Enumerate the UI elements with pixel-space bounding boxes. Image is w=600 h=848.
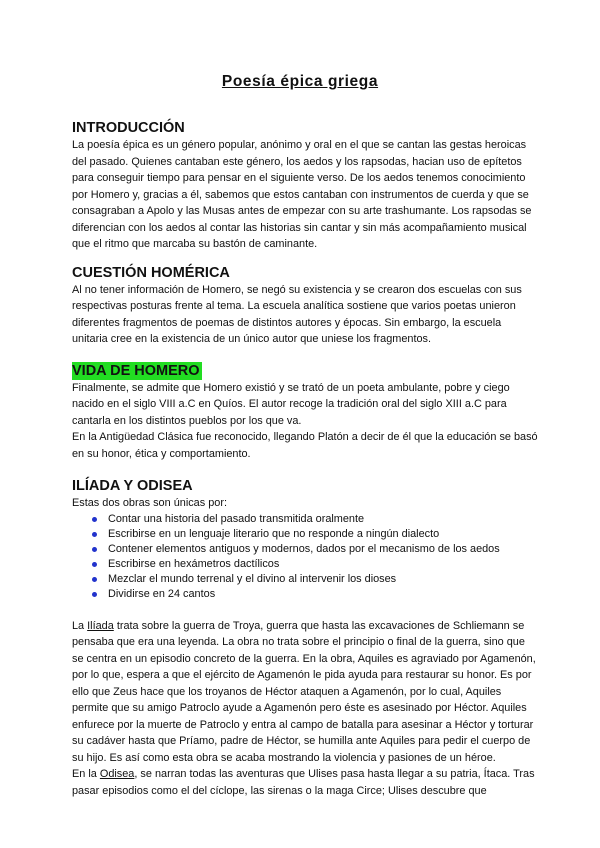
bullet-icon bbox=[92, 517, 97, 522]
list-item: Escribirse en hexámetros dactílicos bbox=[92, 557, 538, 572]
heading-introduccion: INTRODUCCIÓN bbox=[72, 120, 185, 136]
paragraph-introduccion: La poesía épica es un género popular, anónimo y oral en el que se cantan las gestas heroicas del pasado. Quienes cantaban este género, los aedos y los rapsodas, hacian uso de epítetos para conseguir tiempo para pensar en el siguiente verso. De los aedos tenemos conocimiento por Homero y, gracias a él, sabemos que estos cantaban con instrumentos de cuerda y que se consagraban a Apolo y las Musas antes de empezar con su arte trashumante. Los rapsodas se diferencian con los aedos al contar las historias sin cantar y sin más acompañamiento musical que el ritmo que marcaba su bastón de caminante. bbox=[72, 139, 532, 250]
odisea-underlined-title: Odisea bbox=[99, 768, 135, 780]
iliada-underlined-title: Ilíada bbox=[87, 619, 114, 632]
paragraph-odisea: En la Odisea, se narran todas las aventuras que Ulises pasa hasta llegar a su patria, Ítaca. Tras pasar episodios como el del cíclope, las sirenas o la maga Circe; Ulises descubre que bbox=[72, 768, 535, 797]
feature-list bbox=[72, 512, 538, 602]
bullet-icon bbox=[92, 577, 97, 582]
bullet-icon bbox=[92, 592, 97, 597]
page-title: Poesía épica griega bbox=[221, 73, 379, 90]
paragraph-vida-2: En la Antigüedad Clásica fue reconocido, llegando Platón a decir de él que la educación se basó en su honor, ética y comportamiento. bbox=[72, 431, 538, 460]
highlighted-heading-text: VIDA DE HOMERO bbox=[72, 362, 200, 379]
list-item: Dividirse en 24 cantos bbox=[92, 587, 538, 602]
paragraph-iliada: La Ilíada trata sobre la guerra de Troya, guerra que hasta las excavaciones de Schliemann se pensaba que era una leyenda. La obra no trata sobre el principio o final de la guerra, sino que se centra en un episodio concreto de la guerra. En la obra, Aquiles es agraviado por Agamenón, por lo que, espera a que el ejército de Agamenón le pida ayuda para restaurar su honor. Es por ello que Zeus hace que los troyanos de Héctor ataquen a Agamenón, por lo cual, Aquiles permite que su amigo Patroclo ayude a Agamenón pero éste es asesinado por Héctor. Aquiles enfurece por la muerte de Patroclo y entra al campo de batalla para asesinar a Héctor y torturar su cadáver hasta que Príamo, padre de Héctor, se humilla ante Aquiles para pedir el cuerpo de su hijo. Es así como esta obra se acaba mostrando la violencia y pasiones de un héroe. bbox=[72, 619, 536, 764]
document-body bbox=[72, 114, 538, 799]
list-item: Contar una historia del pasado transmitida oralmente bbox=[92, 512, 538, 527]
bullet-icon bbox=[92, 532, 97, 537]
list-item: Contener elementos antiguos y modernos, dados por el mecanismo de los aedos bbox=[92, 542, 538, 557]
list-item: Escribirse en un lenguaje literario que no responde a ningún dialecto bbox=[92, 527, 538, 542]
paragraph-cuestion-homerica: Al no tener información de Homero, se negó su existencia y se crearon dos escuelas con sus respectivas posturas frente al tema. La escuela analítica sostiene que varios poetas unieron diferentes fragmentos de poemas de distintos autores y épocas. Sin embargo, la escuela unitaria cree en la existencia de un único autor que uniese los fragmentos. bbox=[72, 283, 522, 345]
heading-iliada-y-odisea: ILÍADA Y ODISEA bbox=[72, 478, 193, 494]
bullet-icon bbox=[92, 547, 97, 552]
heading-cuestion-homerica: CUESTIÓN HOMÉRICA bbox=[72, 264, 230, 281]
bullet-icon bbox=[92, 562, 97, 567]
heading-vida-de-homero bbox=[72, 362, 538, 380]
paragraph-iliada-intro: Estas dos obras son únicas por: bbox=[72, 497, 227, 509]
paragraph-vida-1: Finalmente, se admite que Homero existió y se trató de un poeta ambulante, pobre y ciego nacido en el siglo VIII a.C en Quíos. El autor recoge la tradición oral del siglo XIII a.C para cantarla en los distintos pueblos por los que va. bbox=[72, 381, 510, 427]
list-item: Mezclar el mundo terrenal y el divino al intervenir los dioses bbox=[92, 572, 538, 587]
